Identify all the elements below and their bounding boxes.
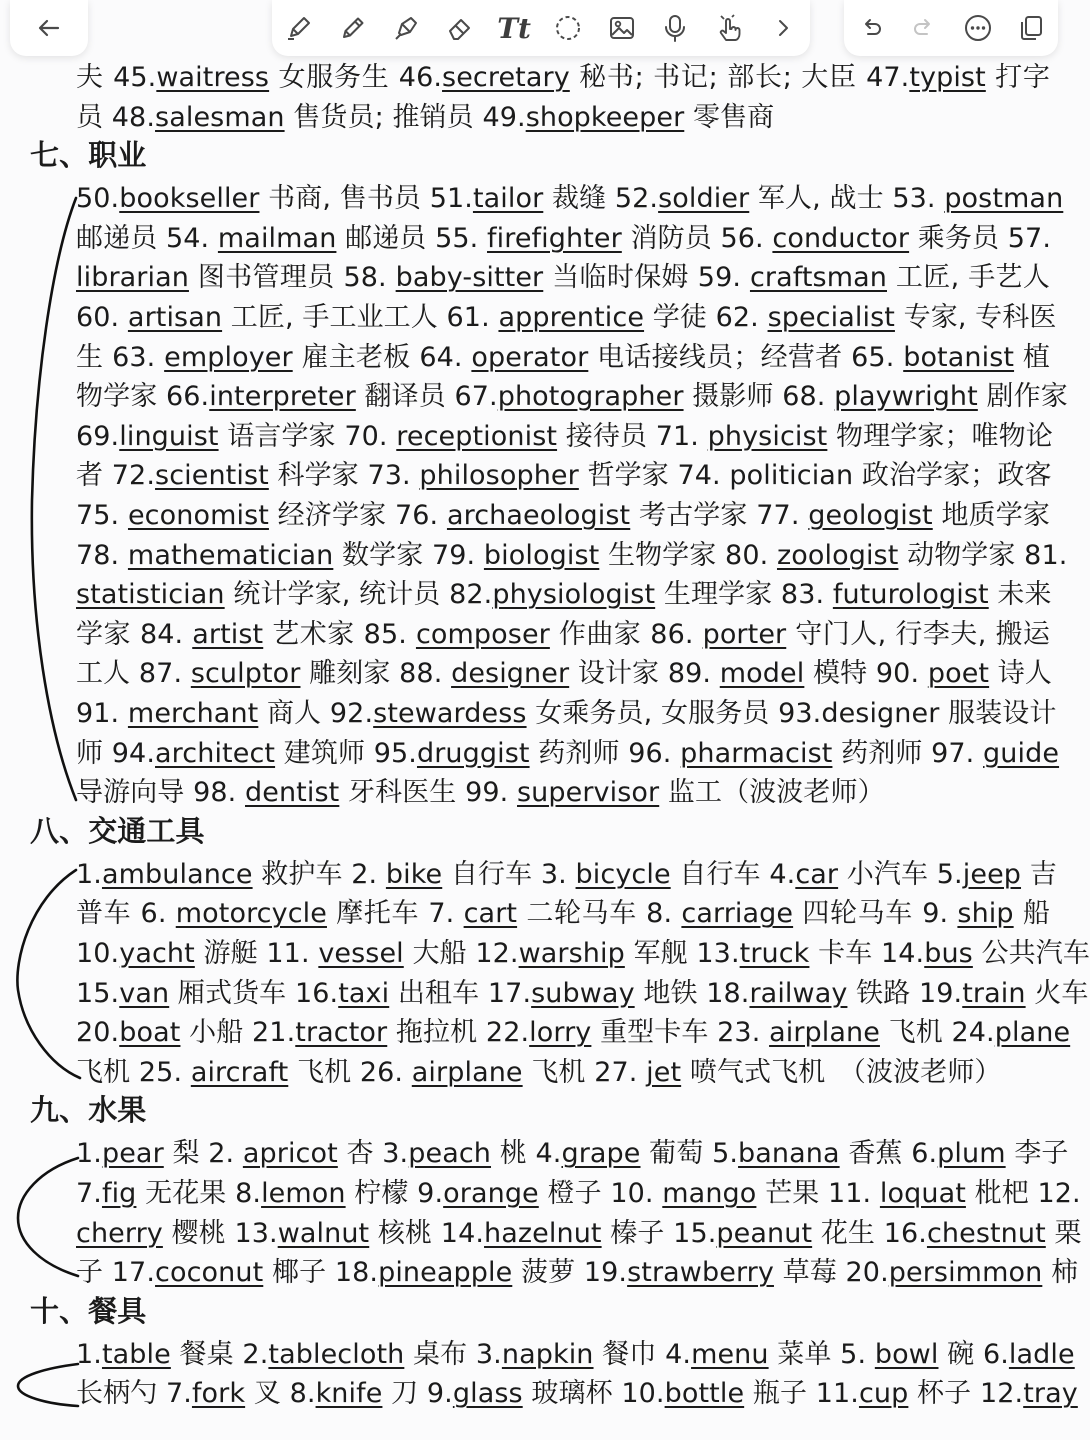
- redo-button[interactable]: [902, 6, 946, 50]
- vocab-word: zoologist: [776, 539, 899, 571]
- vocab-word: operator: [471, 341, 589, 373]
- vocab-word: napkin: [501, 1338, 594, 1370]
- vocab-word: artist: [192, 618, 264, 650]
- vocab-word: pear: [101, 1138, 164, 1170]
- image-insert-button[interactable]: [600, 6, 644, 50]
- chevron-right-icon: [772, 17, 794, 39]
- vocab-word: geologist: [808, 500, 933, 531]
- vocab-word: conductor: [772, 222, 910, 254]
- note-line: 15.van 厢式货车 16.taxi 出租车 17.subway 地铁 18.railway 铁路 19.train 火车: [76, 977, 1089, 1009]
- vocab-word: biologist: [483, 539, 600, 571]
- vocab-word: specialist: [767, 302, 895, 333]
- vocab-word: firefighter: [487, 222, 622, 254]
- vocab-word: cup: [858, 1378, 909, 1410]
- vocab-word: van: [119, 977, 170, 1009]
- vocab-word: interpreter: [209, 381, 356, 413]
- note-line: 50.bookseller 书商, 售书员 51.tailor 裁缝 52.soldier 军人, 战士 53. postman: [76, 183, 1064, 215]
- finger-touch-button[interactable]: [707, 6, 751, 50]
- vocab-word: tablecloth: [268, 1338, 405, 1370]
- note-line: 学家 84. artist 艺术家 85. composer 作曲家 86. porter 守门人, 行李夫, 搬运: [76, 618, 1051, 650]
- vocab-word: plane: [994, 1017, 1071, 1049]
- vocab-word: receptionist: [396, 420, 558, 452]
- vocab-word: airplane: [411, 1056, 523, 1088]
- vocab-word: railway: [749, 977, 848, 1009]
- vocab-word: cherry: [76, 1217, 163, 1249]
- vocab-word: craftsman: [749, 262, 887, 294]
- vocab-word: bookseller: [119, 183, 260, 215]
- vocab-word: mathematician: [127, 539, 334, 571]
- vocab-word: orange: [443, 1178, 539, 1209]
- section-heading: 九、水果: [30, 1093, 147, 1128]
- toolbar-left: [10, 0, 88, 56]
- vocab-word: plum: [937, 1138, 1006, 1170]
- vocab-word: bottle: [664, 1378, 745, 1410]
- vocab-word: airplane: [769, 1017, 880, 1049]
- redo-icon: [911, 15, 937, 41]
- vocab-word: scientist: [155, 460, 269, 492]
- vocab-word: physiologist: [492, 579, 656, 611]
- vocab-word: hazelnut: [484, 1217, 602, 1249]
- section-heading: 八、交通工具: [30, 813, 205, 848]
- vocab-word: motorcycle: [175, 898, 327, 930]
- vocab-word: archaeologist: [446, 500, 631, 531]
- vocab-word: pineapple: [378, 1257, 513, 1289]
- note-line: 20.boat 小船 21.tractor 拖拉机 22.lorry 重型卡车 23. airplane 飞机 24.plane: [76, 1017, 1071, 1049]
- vocab-word: chestnut: [926, 1217, 1046, 1249]
- vocab-word: aircraft: [190, 1056, 289, 1088]
- pencil-tool-icon: [338, 13, 368, 43]
- note-line: 69.linguist 语言学家 70. receptionist 接待员 71. physicist 物理学家；唯物论: [76, 420, 1053, 452]
- vocab-word: model: [719, 658, 805, 690]
- vocab-word: baby-sitter: [395, 262, 544, 294]
- vocab-word: ambulance: [101, 858, 253, 890]
- vocab-word: linguist: [119, 420, 219, 452]
- vocab-word: loquat: [879, 1178, 966, 1209]
- vocab-word: walnut: [277, 1217, 370, 1249]
- vocab-word: truck: [739, 938, 810, 969]
- note-line: 物学家 66.interpreter 翻译员 67.photographer 摄影师 68. playwright 剧作家: [76, 381, 1068, 413]
- more-options-button[interactable]: [956, 6, 1000, 50]
- note-line: 7.fig 无花果 8.lemon 柠檬 9.orange 橙子 10. mango 芒果 11. loquat 枇杷 12.: [76, 1178, 1081, 1209]
- brace-stroke-fruits: [18, 1158, 78, 1276]
- vocab-word: soldier: [658, 183, 750, 215]
- section-heading: 十、餐具: [30, 1293, 147, 1328]
- vocab-word: tray: [1023, 1378, 1078, 1410]
- finger-touch-icon: [714, 13, 744, 43]
- vocab-word: druggist: [416, 737, 530, 769]
- note-line: cherry 樱桃 13.walnut 核桃 14.hazelnut 榛子 15.peanut 花生 16.chestnut 栗: [76, 1217, 1082, 1249]
- back-button[interactable]: [27, 6, 71, 50]
- eraser-tool-button[interactable]: [438, 6, 482, 50]
- vocab-word: bowl: [874, 1338, 939, 1370]
- vocab-word: bus: [924, 938, 973, 969]
- vocab-word: tractor: [295, 1017, 388, 1049]
- vocab-word: porter: [702, 618, 787, 650]
- toolbar-next-button[interactable]: [761, 6, 805, 50]
- vocab-word: secretary: [442, 62, 570, 93]
- vocab-word: merchant: [127, 698, 259, 729]
- vocab-word: tailor: [472, 183, 544, 215]
- vocab-word: artisan: [127, 302, 223, 333]
- section-heading: 七、职业: [30, 138, 147, 173]
- eraser-tool-icon: [445, 13, 475, 43]
- vocab-word: grape: [561, 1138, 641, 1170]
- vocab-word: salesman: [155, 101, 285, 133]
- note-line: 生 63. employer 雇主老板 64. operator 电话接线员；经营者 65. botanist 植: [76, 341, 1050, 373]
- note-line: 91. merchant 商人 92.stewardess 女乘务员, 女服务员 93.designer 服装设计: [76, 698, 1057, 729]
- note-line: 普车 6. motorcycle 摩托车 7. cart 二轮马车 8. carriage 四轮马车 9. ship 船: [76, 898, 1050, 930]
- vocab-word: mailman: [217, 222, 337, 254]
- vocab-word: jet: [646, 1056, 682, 1088]
- vocab-word: photographer: [497, 381, 684, 413]
- vocab-word: apprentice: [498, 302, 645, 333]
- vocab-word: banana: [738, 1138, 840, 1170]
- vocab-word: stewardess: [373, 698, 527, 729]
- vocab-word: carriage: [681, 898, 794, 930]
- note-line: 长柄勺 7.fork 叉 8.knife 刀 9.glass 玻璃杯 10.bottle 瓶子 11.cup 杯子 12.tray: [76, 1378, 1078, 1410]
- vocab-word: guide: [983, 737, 1060, 769]
- pencil-tool-button[interactable]: [331, 6, 375, 50]
- brace-stroke-transport: [17, 870, 80, 1078]
- text-tool-button[interactable]: [492, 6, 536, 50]
- note-line: 导游向导 98. dentist 牙科医生 99. supervisor 监工（波波老师）: [76, 777, 885, 809]
- vocab-word: playwright: [834, 381, 978, 413]
- back-arrow-icon: [36, 15, 62, 41]
- vocab-word: coconut: [155, 1257, 264, 1289]
- vocab-word: table: [101, 1338, 171, 1370]
- lasso-tool-button[interactable]: [546, 6, 590, 50]
- note-line: 工人 87. sculptor 雕刻家 88. designer 设计家 89. model 模特 90. poet 诗人: [76, 658, 1052, 690]
- note-line: 子 17.coconut 椰子 18.pineapple 菠萝 19.strawberry 草莓 20.persimmon 柿: [76, 1257, 1079, 1289]
- vocab-word: designer: [451, 658, 570, 690]
- vocab-word: employer: [164, 341, 293, 373]
- vocab-word: ladle: [1008, 1338, 1075, 1370]
- vocab-word: bicycle: [575, 858, 671, 890]
- note-line: 师 94.architect 建筑师 95.druggist 药剂师 96. pharmacist 药剂师 97. guide: [76, 737, 1060, 769]
- vocab-word: composer: [415, 618, 550, 650]
- vocab-word: persimmon: [888, 1257, 1043, 1289]
- vocab-word: economist: [127, 500, 269, 531]
- note-line: 78. mathematician 数学家 79. biologist 生物学家 80. zoologist 动物学家 81.: [76, 539, 1068, 571]
- pages-copy-icon: [1017, 14, 1045, 42]
- vocab-word: librarian: [76, 262, 189, 294]
- vocab-word: bike: [385, 858, 443, 890]
- vocab-word: philosopher: [419, 460, 579, 492]
- vocab-word: typist: [909, 62, 986, 93]
- vocab-word: pharmacist: [680, 737, 833, 769]
- vocab-word: dentist: [245, 777, 340, 809]
- pen-tool-icon: [284, 13, 314, 43]
- vocab-word: ship: [957, 898, 1014, 930]
- vocab-word: subway: [531, 977, 635, 1009]
- vocab-word: jeep: [962, 858, 1022, 890]
- note-line: 1.pear 梨 2. apricot 杏 3.peach 桃 4.grape 葡萄 5.banana 香蕉 6.plum 李子: [76, 1138, 1069, 1170]
- vocab-word: strawberry: [627, 1257, 774, 1289]
- brace-stroke-occupations: [32, 198, 76, 800]
- microphone-icon: [660, 13, 690, 43]
- note-line: 1.ambulance 救护车 2. bike 自行车 3. bicycle 自行车 4.car 小汽车 5.jeep 吉: [76, 858, 1057, 890]
- note-line: 75. economist 经济学家 76. archaeologist 考古学家 77. geologist 地质学家: [76, 500, 1050, 531]
- vocab-word: botanist: [903, 341, 1015, 373]
- vocab-word: supervisor: [517, 777, 660, 809]
- vocab-word: futurologist: [832, 579, 989, 611]
- vocab-word: warship: [518, 938, 625, 969]
- more-options-icon: [963, 13, 993, 43]
- pen-tool-button[interactable]: [277, 6, 321, 50]
- vocab-word: menu: [691, 1338, 769, 1370]
- pages-button[interactable]: [1009, 6, 1053, 50]
- note-line: 10.yacht 游艇 11. vessel 大船 12.warship 军舰 13.truck 卡车 14.bus 公共汽车: [76, 938, 1090, 969]
- vocab-word: glass: [452, 1378, 523, 1410]
- note-line: librarian 图书管理员 58. baby-sitter 当临时保姆 59. craftsman 工匠, 手艺人: [76, 262, 1050, 294]
- vocab-word: yacht: [119, 938, 195, 969]
- vocab-word: waitress: [156, 62, 270, 93]
- note-line: statistician 统计学家, 统计员 82.physiologist 生理学家 83. futurologist 未来: [76, 579, 1052, 611]
- note-line: 1.table 餐桌 2.tablecloth 桌布 3.napkin 餐巾 4.menu 菜单 5. bowl 碗 6.ladle: [76, 1338, 1075, 1370]
- undo-button[interactable]: [849, 6, 893, 50]
- vocab-word: poet: [927, 658, 990, 690]
- vocab-word: fig: [101, 1178, 137, 1209]
- vocab-word: vessel: [318, 938, 404, 969]
- vocab-word: apricot: [242, 1138, 338, 1170]
- vocab-word: car: [795, 858, 839, 890]
- undo-icon: [858, 15, 884, 41]
- toolbar-right: [844, 0, 1058, 56]
- vocab-word: shopkeeper: [525, 101, 685, 133]
- vocab-word: peach: [408, 1138, 492, 1170]
- vocab-word: architect: [155, 737, 276, 769]
- vocab-word: boat: [119, 1017, 181, 1049]
- vocab-word: sculptor: [190, 658, 301, 690]
- vocab-word: lorry: [529, 1017, 592, 1049]
- vocab-word: physicist: [707, 420, 828, 452]
- toolbar-tools: [272, 0, 810, 56]
- vocab-word: knife: [315, 1378, 383, 1410]
- note-line: 者 72.scientist 科学家 73. philosopher 哲学家 74. politician 政治学家；政客: [76, 460, 1052, 492]
- vocab-word: taxi: [338, 977, 390, 1009]
- note-line: 60. artisan 工匠, 手工业工人 61. apprentice 学徒 62. specialist 专家, 专科医: [76, 302, 1057, 333]
- voice-record-button[interactable]: [653, 6, 697, 50]
- vocab-word: fork: [191, 1378, 246, 1410]
- vocab-word: statistician: [76, 579, 225, 611]
- note-line: 邮递员 54. mailman 邮递员 55. firefighter 消防员 56. conductor 乘务员 57.: [76, 222, 1051, 254]
- brace-stroke-tableware: [18, 1364, 78, 1406]
- image-insert-icon: [607, 13, 637, 43]
- lasso-tool-icon: [553, 13, 583, 43]
- vocab-word: train: [962, 977, 1026, 1009]
- vocab-word: mango: [662, 1178, 757, 1209]
- note-line: 夫 45.waitress 女服务生 46.secretary 秘书; 书记; 部长; 大臣 47.typist 打字: [76, 62, 1050, 93]
- highlighter-tool-button[interactable]: [384, 6, 428, 50]
- vocab-word: cart: [463, 898, 518, 930]
- note-line: 飞机 25. aircraft 飞机 26. airplane 飞机 27. jet 喷气式飞机 （波波老师）: [76, 1056, 1002, 1088]
- vocab-word: peanut: [716, 1217, 813, 1249]
- note-line: 员 48.salesman 售货员; 推销员 49.shopkeeper 零售商: [76, 101, 775, 133]
- highlighter-tool-icon: [391, 13, 421, 43]
- text-tool-icon: Tt: [497, 11, 531, 45]
- vocab-word: postman: [944, 183, 1064, 215]
- vocab-word: lemon: [261, 1178, 346, 1209]
